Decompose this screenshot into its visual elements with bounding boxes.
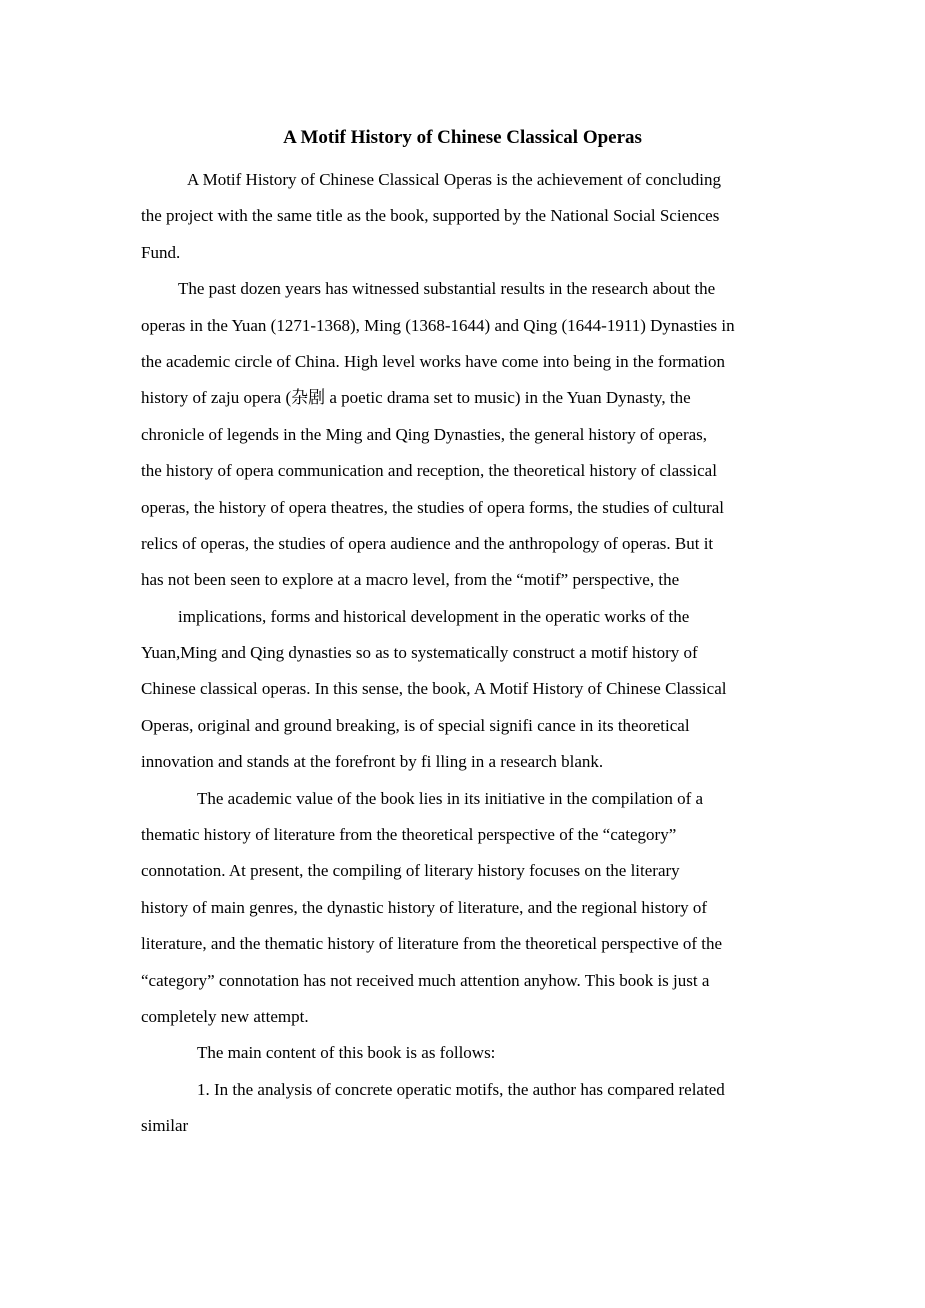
text-line: The academic value of the book lies in its initiative in the compilation of a [197,788,704,808]
text-line: The main content of this book is as follows: [197,1043,496,1063]
text-line: Yuan,Ming and Qing dynasties so as to systematically construct a motif history of [141,643,698,663]
text-line: innovation and stands at the forefront by fi lling in a research blank. [141,752,604,772]
text-line: the academic circle of China. High level works have come into being in the formation [141,351,725,371]
text-line: A Motif History of Chinese Classical Operas is the achievement of concluding [187,170,721,189]
text-line: similar [141,1116,189,1136]
text-line: The past dozen years has witnessed substantial results in the research about the [178,279,716,299]
text-line: history of main genres, the dynastic history of literature, and the regional history of [141,897,708,917]
text-line: 1. In the analysis of concrete operatic motifs, the author has compared related [197,1079,725,1099]
text-line: literature, and the thematic history of literature from the theoretical perspective of the [141,934,723,954]
text-line: operas, the history of opera theatres, the studies of opera forms, the studies of cultural [141,497,725,517]
text-line: relics of operas, the studies of opera audience and the anthropology of operas. But it [141,533,714,553]
text-line: thematic history of literature from the theoretical perspective of the “category” [141,825,677,845]
text-line: implications, forms and historical development in the operatic works of the [178,606,690,626]
text-line: Operas, original and ground breaking, is of special signifi cance in its theoretical [141,715,690,735]
text-line: connotation. At present, the compiling of literary history focuses on the literary [141,861,680,881]
text-line: chronicle of legends in the Ming and Qing Dynasties, the general history of operas, [141,424,708,444]
text-line: the project with the same title as the book, supported by the National Social Sciences [141,206,720,226]
text-line: the history of opera communication and reception, the theoretical history of classical [141,461,717,481]
text-line: “category” connotation has not received much attention anyhow. This book is just a [141,970,710,990]
text-line: completely new attempt. [141,1006,309,1026]
document-body [141,162,801,1145]
document-title: A Motif History of Chinese Classical Operas [283,127,642,148]
text-line: history of zaju opera (杂剧 a poetic drama set to music) in the Yuan Dynasty, the [141,388,691,408]
text-line: has not been seen to explore at a macro level, from the “motif” perspective, the [141,570,680,590]
text-line: operas in the Yuan (1271-1368), Ming (1368-1644) and Qing (1644-1911) Dynasties in [141,315,735,335]
text-line: Fund. [141,242,181,262]
text-line: Chinese classical operas. In this sense, the book, A Motif History of Chinese Classical [141,679,727,699]
